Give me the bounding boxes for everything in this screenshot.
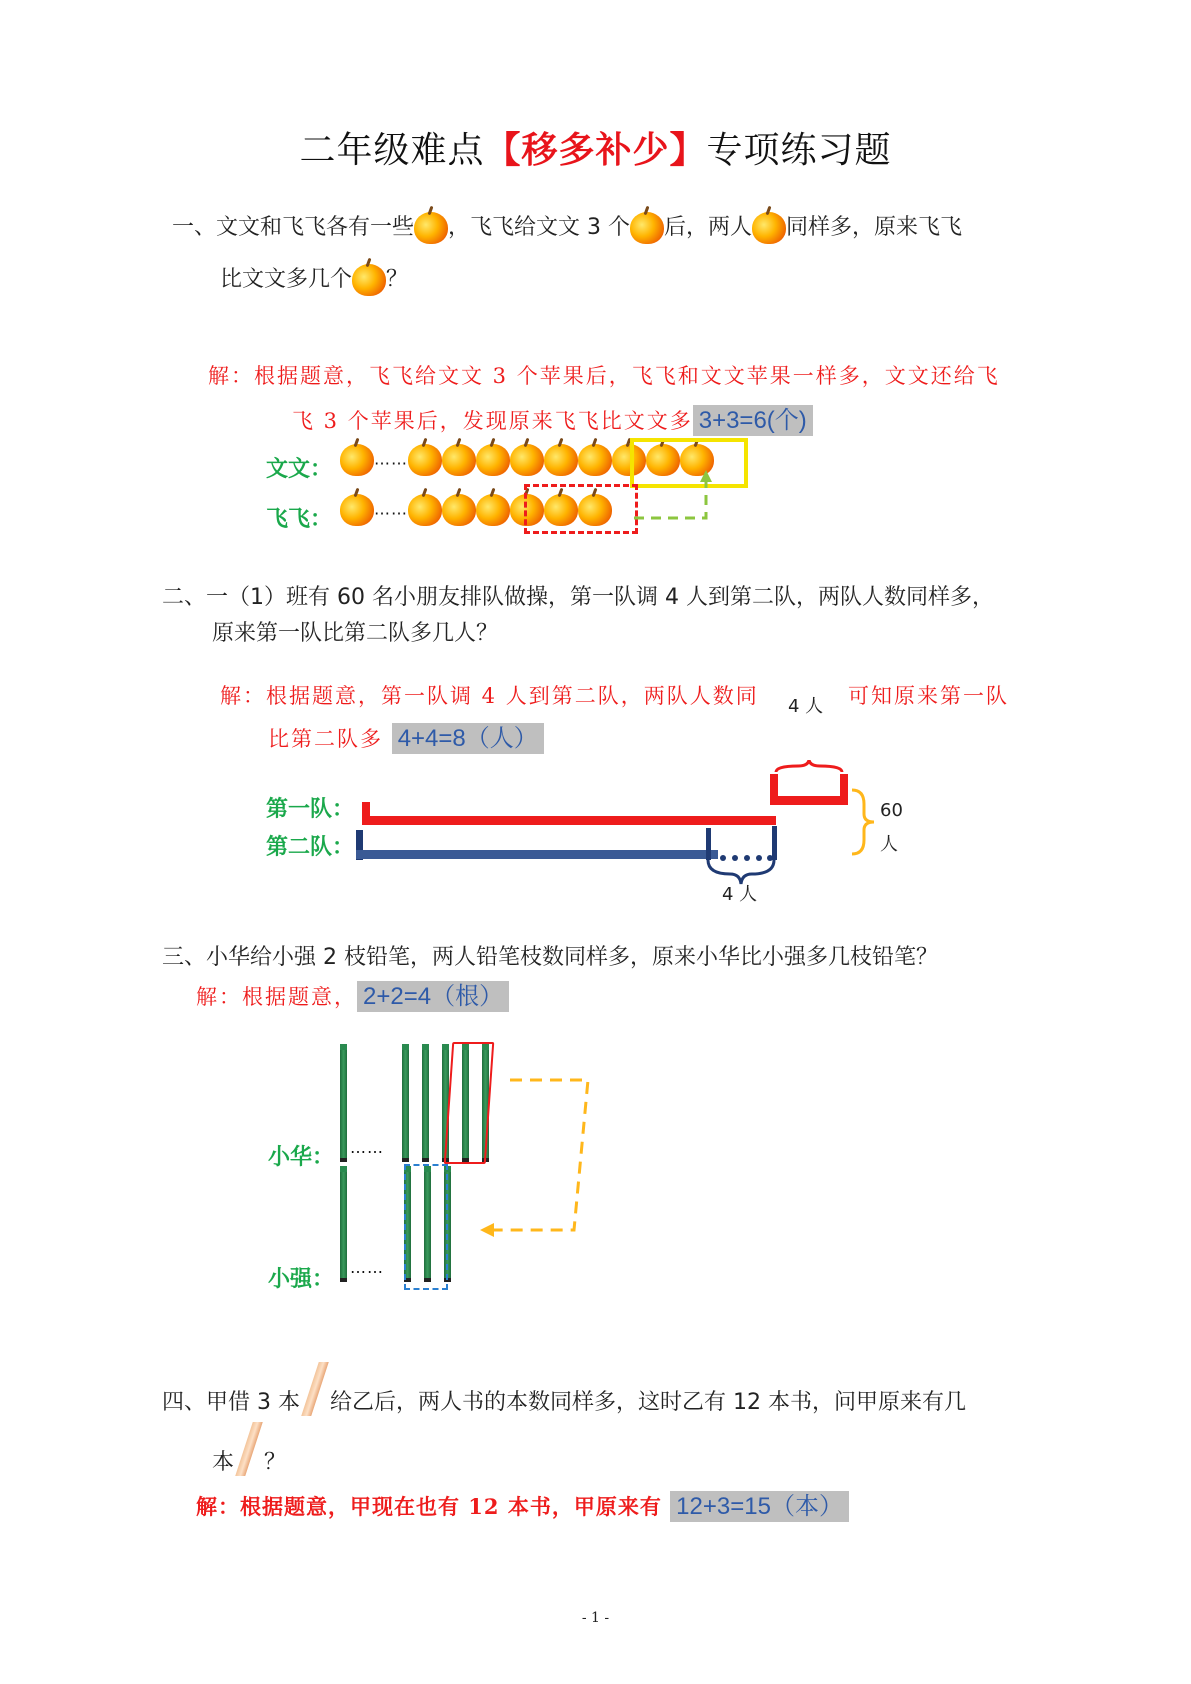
row-label-xiaohua: 小华： — [268, 1145, 335, 1170]
apple-icon — [408, 494, 442, 526]
apple-icon — [578, 444, 612, 476]
q4-text: ？ — [264, 1450, 287, 1475]
apple-icon — [630, 212, 664, 244]
row-label-team1: 第一队： — [266, 797, 355, 822]
apple-icon — [414, 212, 448, 244]
pencil-icon — [422, 1044, 429, 1162]
q2-solution-tail: 可知原来第一队 — [848, 684, 1009, 708]
q1-solution-text: 飞 3 个苹果后，发现原来飞飞比文文多 — [292, 409, 693, 433]
q1-solution-line2 — [292, 400, 813, 435]
apple-icon — [442, 444, 476, 476]
blue-dashed-box — [404, 1164, 448, 1290]
title-prefix: 二年级难点 — [299, 130, 485, 171]
title-suffix: 专项练习题 — [706, 130, 892, 171]
q1-line1 — [172, 210, 962, 244]
q2-total-unit: 人 — [880, 834, 898, 855]
q1-text: 比文文多几个 — [220, 267, 353, 292]
green-arrow-icon — [632, 468, 712, 528]
book-icon — [301, 1362, 329, 1416]
q3-answer: 2+2=4（根） — [357, 981, 509, 1012]
q1-text: 一、文文和飞飞各有一些 — [172, 215, 415, 240]
q1-text: 同样多，原来飞飞 — [786, 215, 963, 240]
q1-apple-diagram — [266, 438, 766, 538]
q1-solution-line1: 解：根据题意，飞飞给文文 3 个苹果后，飞飞和文文苹果一样多，文文还给飞 — [208, 364, 1000, 388]
q4-line1 — [162, 1362, 966, 1416]
row-label-feifei: 飞飞： — [266, 507, 333, 532]
apple-icon — [442, 494, 476, 526]
q2-top-note: 4 人 — [788, 696, 824, 717]
q4-line2 — [212, 1422, 286, 1476]
q2-answer: 4+4=8（人） — [392, 723, 544, 754]
q1-answer: 3+3=6(个) — [693, 405, 813, 436]
apple-icon — [340, 494, 374, 526]
q2-line1: 二、一（1）班有 60 名小朋友排队做操，第一队调 4 人到第二队，两队人数同样多， — [162, 585, 994, 610]
apple-icon — [408, 444, 442, 476]
ellipsis: …… — [374, 499, 408, 519]
q4-answer: 12+3=15（本） — [670, 1491, 849, 1522]
q2-line2: 原来第一队比第二队多几人？ — [212, 621, 499, 646]
apple-icon — [510, 444, 544, 476]
q2-total-number: 60 — [880, 800, 903, 821]
orange-arrow-icon — [470, 1070, 600, 1240]
ellipsis: …… — [374, 449, 408, 469]
book-icon — [235, 1422, 263, 1476]
q1-text: 后，两人 — [664, 215, 753, 240]
row-label-wenwen: 文文： — [266, 457, 333, 482]
q3-line1: 三、小华给小强 2 枝铅笔，两人铅笔枝数同样多，原来小华比小强多几枝铅笔？ — [162, 945, 938, 970]
q2-solution-line2 — [268, 718, 544, 753]
apple-icon — [476, 444, 510, 476]
pencil-icon — [340, 1044, 347, 1162]
q2-line-diagram — [340, 760, 880, 900]
q3-solution — [196, 976, 509, 1011]
pencil-icon — [402, 1044, 409, 1162]
ellipsis: …… — [350, 1138, 384, 1157]
page-title — [0, 122, 1191, 173]
q4-text: 给乙后，两人书的本数同样多，这时乙有 12 本书，问甲原来有几 — [329, 1390, 966, 1415]
apple-icon — [476, 494, 510, 526]
pencil-icon — [340, 1166, 347, 1282]
q2-solution-text: 比第二队多 — [268, 727, 383, 751]
page-number: - 1 - — [581, 1610, 610, 1626]
q4-text: 四、甲借 3 本 — [162, 1390, 300, 1415]
q4-solution — [196, 1486, 849, 1521]
title-highlight: 【移多补少】 — [484, 130, 707, 171]
apple-icon — [340, 444, 374, 476]
q1-text: ？ — [386, 267, 409, 292]
red-dashed-box — [524, 484, 638, 534]
apple-icon — [352, 264, 386, 296]
row-label-team2: 第二队： — [266, 835, 355, 860]
q1-line2 — [220, 262, 408, 296]
q2-solution-line1 — [220, 680, 759, 710]
q1-text: ，飞飞给文文 3 个 — [448, 215, 630, 240]
apple-icon — [544, 444, 578, 476]
q3-solution-text: 解：根据题意， — [196, 985, 357, 1009]
q4-text: 本 — [212, 1450, 235, 1475]
apple-icon — [752, 212, 786, 244]
q2-solution-text: 解：根据题意，第一队调 4 人到第二队，两队人数同 — [220, 684, 759, 708]
q2-bottom-note: 4 人 — [722, 884, 758, 905]
q4-solution-text: 解：根据题意，甲现在也有 12 本书，甲原来有 — [196, 1494, 662, 1519]
ellipsis: …… — [350, 1258, 384, 1277]
row-label-xiaoqiang: 小强： — [268, 1267, 335, 1292]
